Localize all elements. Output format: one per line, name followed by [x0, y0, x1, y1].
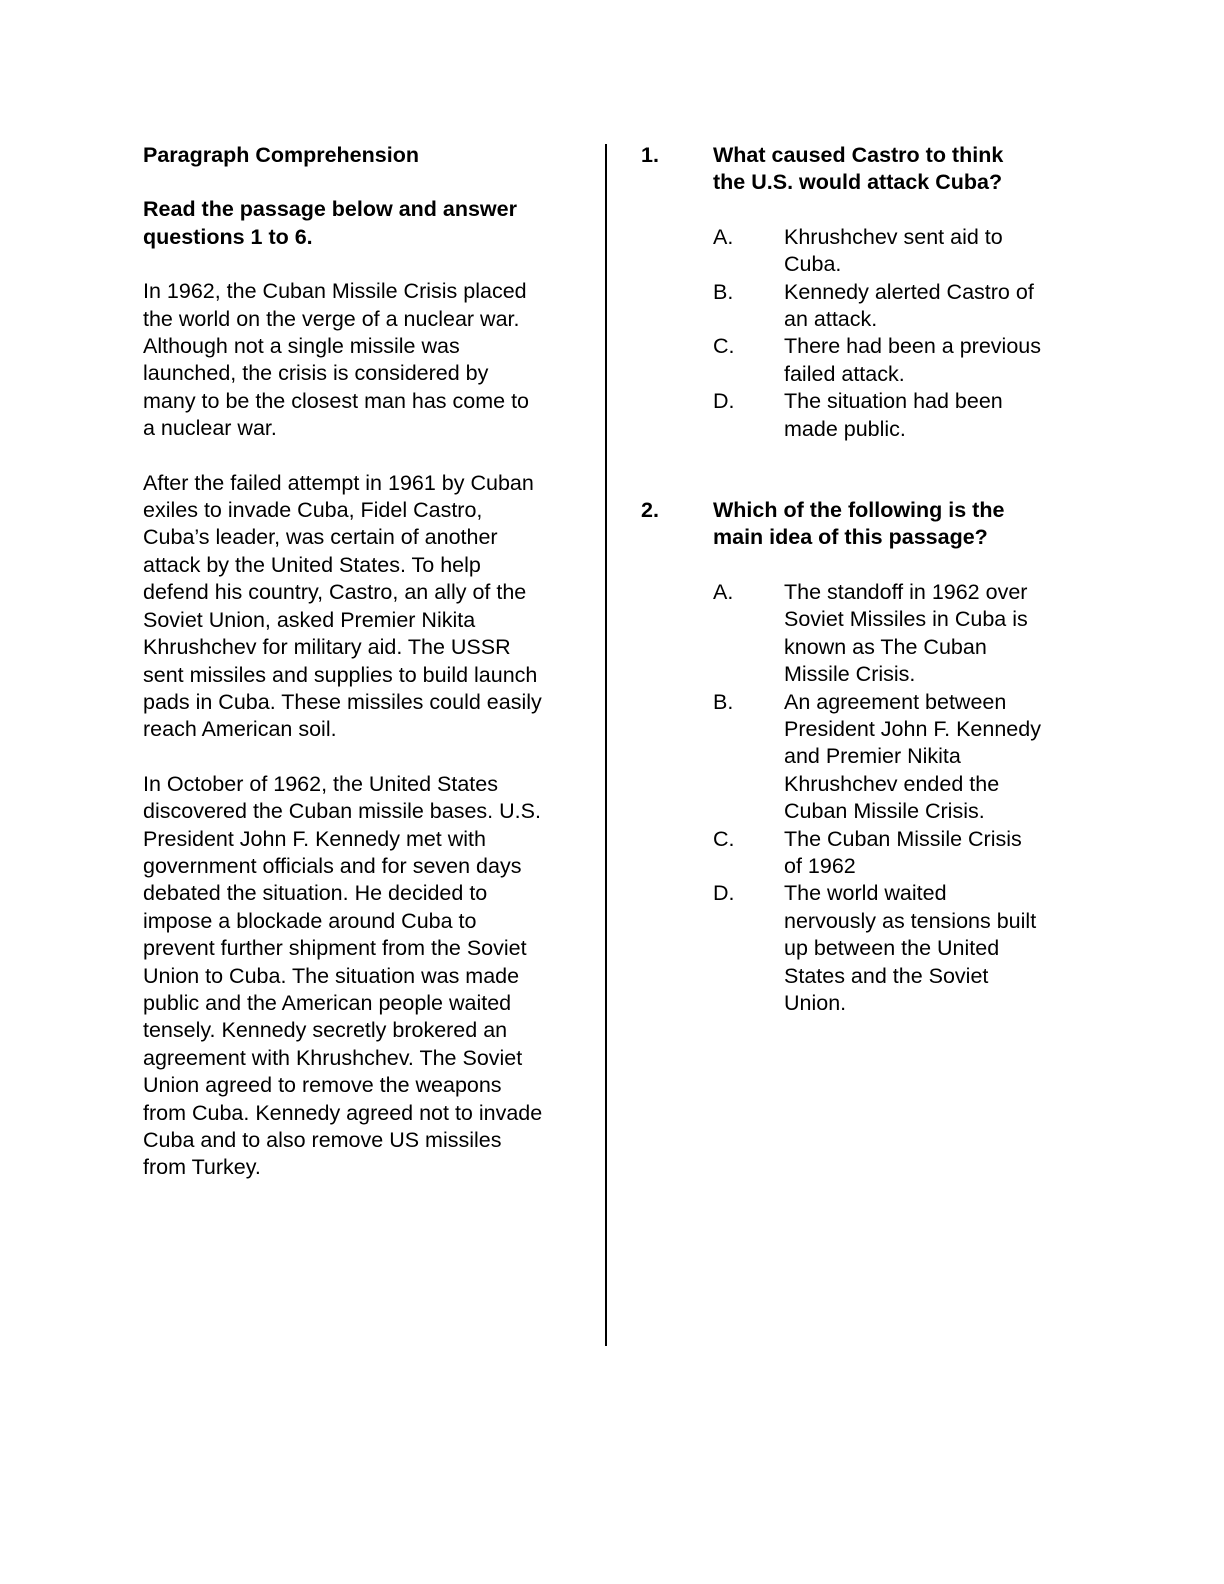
- option-text: The standoff in 1962 over Soviet Missiles in Cuba is known as The Cuban Missile Crisis.: [784, 579, 1028, 687]
- option-text: The situation had been made public.: [784, 389, 1003, 441]
- passage-paragraph-2: After the failed attempt in 1961 by Cuban exiles to invade Cuba, Fidel Castro, Cuba’s leader, was certain of another attack by the United States. To help defend his country, Castro, an ally of the Soviet Union, asked Premier Nikita Khrushchev for military aid. The USSR sent missiles and supplies to build launch pads in Cuba. These missiles could easily reach American soil.: [143, 470, 542, 742]
- question-number: 2.: [641, 498, 659, 523]
- question-number: 1.: [641, 143, 659, 167]
- question-text: Which of the following is the main idea of this passage?: [713, 498, 1005, 550]
- passage-paragraph-3: In October of 1962, the United States discovered the Cuban missile bases. U.S. President John F. Kennedy met with government officials and for seven days debated the situation. He decided to impose a blockade around Cuba to prevent further shipment from the Soviet Union to Cuba. The situation was made public and the American people waited tensely. Kennedy secretly brokered an agreement with Khrushchev. The Soviet Union agreed to remove the weapons from Cuba. Kennedy agreed not to invade Cuba and to also remove US missiles from Turkey.: [143, 771, 543, 1180]
- option-letter: D.: [713, 389, 735, 414]
- passage-column: [143, 142, 543, 1182]
- option-text: An agreement between President John F. Kennedy and Premier Nikita Khrushchev ended the Cuban Missile Crisis.: [784, 689, 1041, 824]
- option-text: Kennedy alerted Castro of an attack.: [784, 279, 1034, 332]
- answer-options: [641, 579, 1061, 1018]
- answer-options: [641, 224, 1061, 443]
- answer-option-a[interactable]: [641, 224, 1061, 279]
- answer-option-b[interactable]: [641, 279, 1061, 334]
- option-letter: B.: [713, 689, 734, 714]
- option-letter: A.: [713, 579, 734, 604]
- option-letter: A.: [713, 224, 734, 249]
- answer-option-a[interactable]: [641, 579, 1061, 689]
- option-text: The world waited nervously as tensions built up between the United States and the Soviet Union.: [784, 881, 1037, 1015]
- answer-option-d[interactable]: [641, 388, 1061, 443]
- answer-option-d[interactable]: [641, 880, 1061, 1017]
- passage-paragraph-1: In 1962, the Cuban Missile Crisis placed the world on the verge of a nuclear war. Although not a single missile was launched, the crisis is considered by many to be the closest man has come to a nuclear war.: [143, 279, 530, 441]
- option-letter: C.: [713, 826, 735, 851]
- option-letter: B.: [713, 279, 734, 304]
- answer-option-c[interactable]: [641, 826, 1061, 881]
- question-1: [641, 142, 1061, 443]
- option-text: There had been a previous failed attack.: [784, 334, 1041, 386]
- questions-column: [641, 142, 1061, 1017]
- option-text: Khrushchev sent aid to Cuba.: [784, 224, 1003, 277]
- option-text: The Cuban Missile Crisis of 1962: [784, 826, 1022, 878]
- column-divider: [605, 144, 607, 1346]
- option-letter: D.: [713, 881, 735, 906]
- instructions: Read the passage below and answer questions 1 to 6.: [143, 197, 517, 249]
- page-title: Paragraph Comprehension: [143, 143, 419, 167]
- option-letter: C.: [713, 334, 735, 359]
- question-text: What caused Castro to think the U.S. would attack Cuba?: [713, 143, 1004, 195]
- answer-option-c[interactable]: [641, 333, 1061, 388]
- question-2: [641, 497, 1061, 1017]
- answer-option-b[interactable]: [641, 689, 1061, 826]
